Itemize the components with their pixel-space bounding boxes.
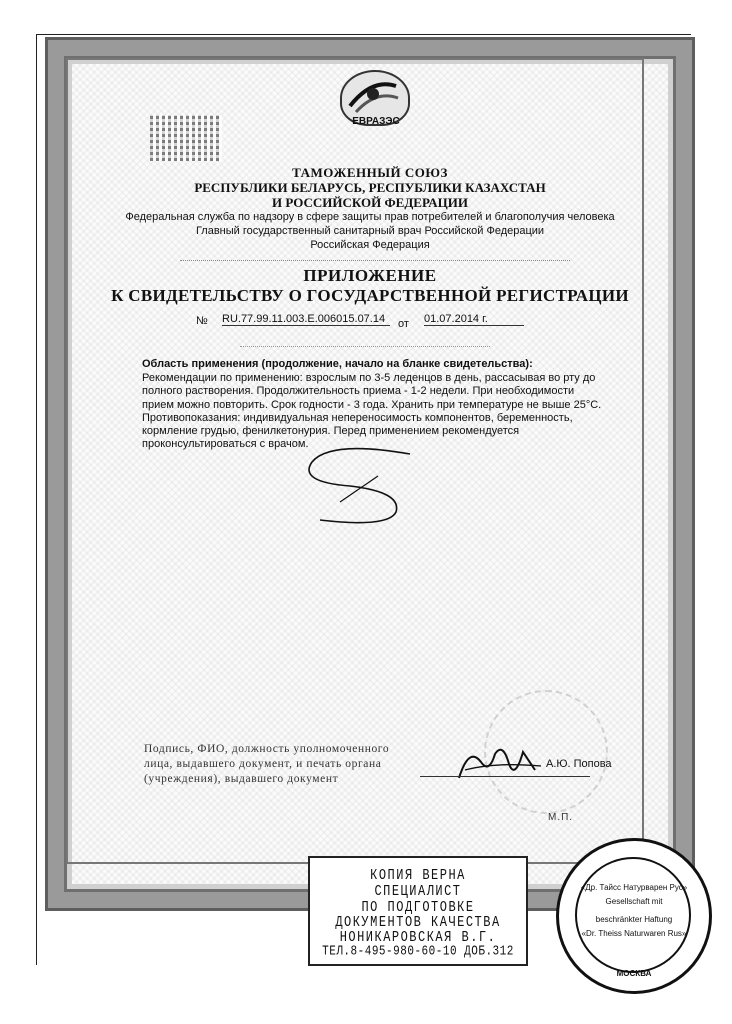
scope-heading: Область применения (продолжение, начало на бланке свидетельства):	[142, 358, 533, 370]
number-label: №	[196, 315, 208, 327]
document-subtitle: К СВИДЕТЕЛЬСТВУ О ГОСУДАРСТВЕННОЙ РЕГИСТРАЦИИ	[111, 286, 629, 305]
republics-heading: РЕСПУБЛИКИ БЕЛАРУСЬ, РЕСПУБЛИКИ КАЗАХСТАН	[194, 180, 546, 195]
stamp-line: ДОКУМЕНТОВ КАЧЕСТВА	[335, 913, 501, 931]
copy-certified-stamp	[308, 856, 528, 966]
official-signature	[455, 740, 545, 785]
country-name: Российская Федерация	[310, 239, 430, 251]
company-round-seal	[556, 838, 712, 994]
signature-line	[420, 776, 590, 777]
divider	[180, 260, 570, 263]
emblem-label: ЕВРАЗЭС	[352, 116, 400, 127]
registration-number: RU.77.99.11.003.Е.006015.07.14	[222, 313, 390, 326]
seal-city: МОСКВА	[616, 969, 652, 978]
security-pattern	[150, 115, 222, 161]
seal-text: beschränkter Haftung	[595, 915, 673, 924]
stamp-line: НОНИКАРОВСКАЯ В.Г.	[339, 928, 497, 946]
signature-caption: Подпись, ФИО, должность уполномоченного лица, выдавшего документ, и печать органа (учреждения), выдавшего документ	[144, 743, 390, 785]
customs-union-heading: ТАМОЖЕННЫЙ СОЮЗ	[292, 165, 448, 180]
seal-text: «Dr. Theiss Naturwaren Rus»	[581, 929, 687, 938]
stamp-line: КОПИЯ ВЕРНА	[370, 866, 466, 884]
signature-scribble	[290, 440, 430, 530]
stamp-line: СПЕЦИАЛИСТ	[374, 882, 462, 900]
registration-date: 01.07.2014 г.	[424, 313, 524, 326]
document-title: ПРИЛОЖЕНИЕ	[303, 266, 437, 285]
stamp-line: ПО ПОДГОТОВКЕ	[361, 898, 475, 916]
stamp-line: ТЕЛ.8-495-980-60-10 ДОБ.312	[322, 944, 514, 960]
chief-doctor: Главный государственный санитарный врач Российской Федерации	[195, 225, 545, 237]
seal-text: «Др. Тайсс Натурварен Рус»	[580, 883, 688, 892]
federation-heading: И РОССИЙСКОЙ ФЕДЕРАЦИИ	[272, 195, 468, 210]
usage-paragraph: Рекомендации по применению: взрослым по 3-5 леденцов в день, рассасывая во рту до полного растворения. Продолжительность приема - 1-2 недели. При необходимости прием можно повторить. Срок годности - 3 года. Хранить при температуре не выше 25°С. Противопоказания: индивидуальная непереносимость компонентов, беременность, кормление грудью, фенилкетонурия. Перед применением рекомендуется проконсультироваться с врачом.	[142, 372, 602, 451]
seal-text: Gesellschaft mit	[605, 897, 663, 906]
date-label: от	[398, 318, 409, 330]
divider	[240, 346, 490, 347]
service-name: Федеральная служба по надзору в сфере защиты прав потребителей и благополучия человека	[125, 211, 615, 223]
official-name: А.Ю. Попова	[546, 758, 612, 770]
seal-place-label: М.П.	[548, 812, 574, 823]
